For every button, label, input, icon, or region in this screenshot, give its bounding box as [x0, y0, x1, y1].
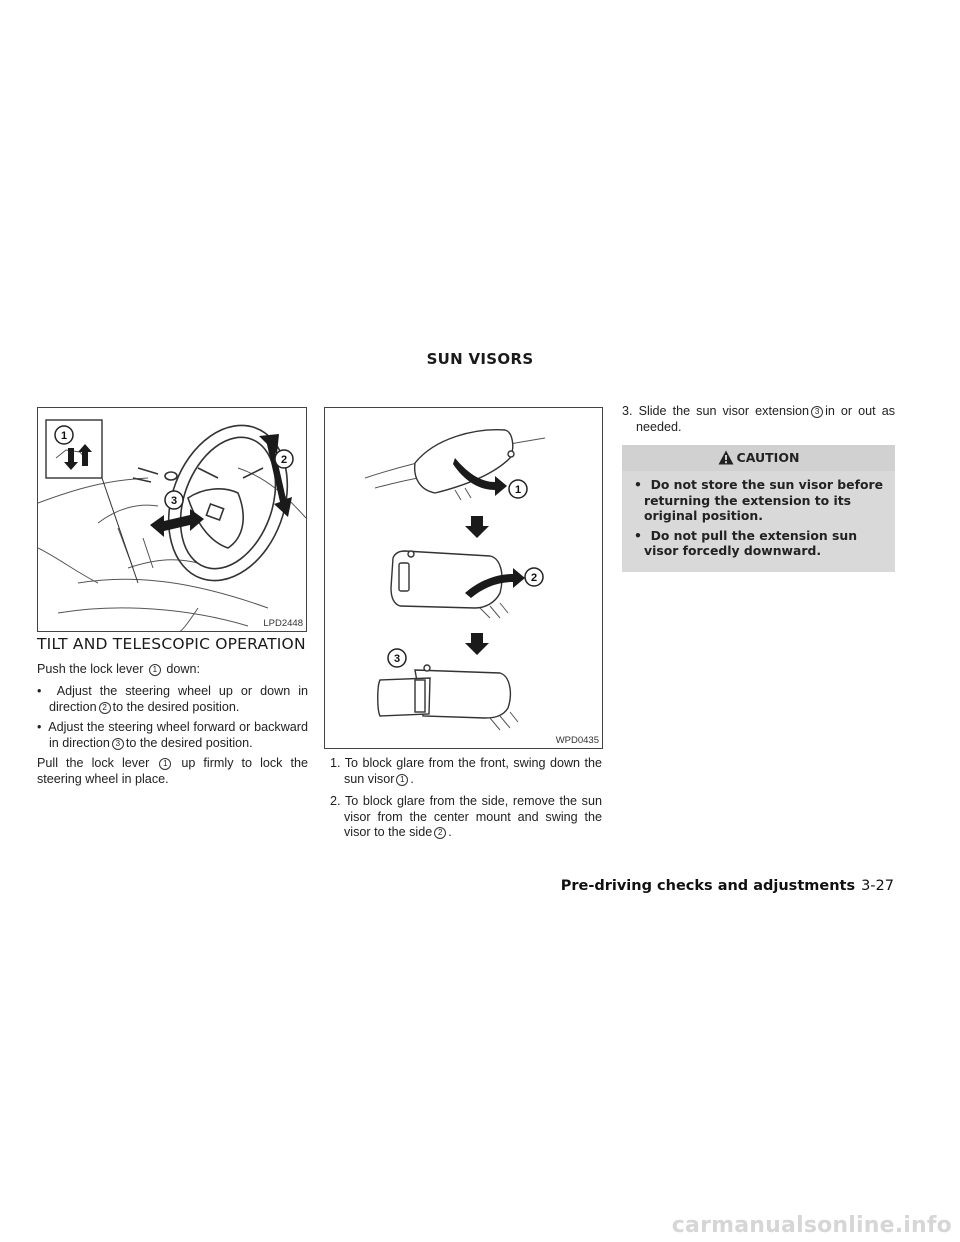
- outro-paragraph: [37, 756, 308, 787]
- circled-number: 1: [396, 774, 408, 786]
- callout-3: 3: [393, 653, 401, 665]
- bullet-text: Adjust the steering wheel up or down in direction: [49, 684, 308, 714]
- caution-item: • Do not pull the extension sun visor forcedly downward.: [634, 527, 858, 558]
- caution-text: Do not store the sun visor before returning the extension to its original position.: [644, 477, 884, 523]
- step-text-end: .: [410, 771, 414, 786]
- steering-wheel-figure: [37, 407, 307, 632]
- steering-wheel-illustration: [38, 408, 307, 632]
- callout-3: 3: [170, 495, 178, 507]
- circled-number: 3: [811, 406, 823, 418]
- section-title: SUN VISORS: [426, 350, 534, 368]
- outro-text: Pull the lock lever: [37, 756, 150, 770]
- right-column: [622, 404, 895, 442]
- figure-code: LPD2448: [263, 618, 303, 629]
- callout-2: 2: [280, 454, 288, 466]
- caution-title: CAUTION: [736, 450, 800, 465]
- bullet-text-end: to the desired position.: [125, 735, 253, 750]
- bullet-text-end: to the desired position.: [112, 699, 240, 714]
- sun-visor-figure: [324, 407, 603, 749]
- step-text-end: in or out as needed.: [636, 404, 896, 434]
- intro-paragraph: [37, 662, 308, 678]
- bullet-text: Adjust the steering wheel forward or backward in direction: [48, 720, 308, 750]
- chapter-title: Pre-driving checks and adjustments: [560, 878, 856, 894]
- bullet-item: • Adjust the steering wheel forward or backward in direction 3 to the desired position.: [37, 720, 308, 750]
- step-item: [330, 756, 602, 787]
- watermark: carmanualsonline.info: [671, 1213, 952, 1238]
- middle-column: [330, 756, 602, 848]
- step-label: 1.: [330, 756, 341, 770]
- sun-visor-illustration: [325, 408, 603, 749]
- figure-code: WPD0435: [555, 735, 599, 746]
- step-label: 2.: [330, 794, 341, 808]
- caution-box: [622, 445, 895, 572]
- intro-text-end: down:: [166, 661, 201, 676]
- circled-number: 2: [99, 702, 111, 714]
- circled-number: 3: [112, 738, 124, 750]
- step-item: [622, 404, 895, 435]
- caution-header: [622, 445, 895, 471]
- circled-number: 1: [159, 758, 171, 770]
- caution-item: • Do not store the sun visor before returning the extension to its original position.: [634, 477, 884, 523]
- callout-1: 1: [60, 430, 68, 442]
- callout-2: 2: [530, 572, 538, 584]
- outro-text-end: up firmly to lock the steering wheel in place.: [37, 756, 309, 786]
- page-footer: [561, 878, 894, 894]
- step-text: To block glare from the front, swing down the sun visor: [344, 756, 602, 786]
- bullet-item: • Adjust the steering wheel up or down in direction 2 to the desired position.: [37, 684, 308, 714]
- step-text-end: .: [448, 825, 452, 839]
- callout-1: 1: [514, 484, 522, 496]
- step-text: Slide the sun visor extension: [638, 404, 810, 418]
- caution-text: Do not pull the extension sun visor forcedly downward.: [644, 527, 858, 558]
- step-label: 3.: [622, 404, 633, 418]
- intro-text: Push the lock lever: [37, 661, 144, 676]
- left-column: [37, 637, 308, 794]
- step-item: [330, 794, 602, 841]
- page-number: 3-27: [861, 878, 894, 894]
- tilt-telescopic-heading: TILT AND TELESCOPIC OPERATION: [37, 635, 306, 653]
- circled-number: 1: [149, 664, 161, 676]
- warning-triangle-icon: [718, 450, 734, 465]
- circled-number: 2: [434, 827, 446, 839]
- step-text: To block glare from the side, remove the sun visor from the center mount and swing the visor to the side: [344, 794, 602, 839]
